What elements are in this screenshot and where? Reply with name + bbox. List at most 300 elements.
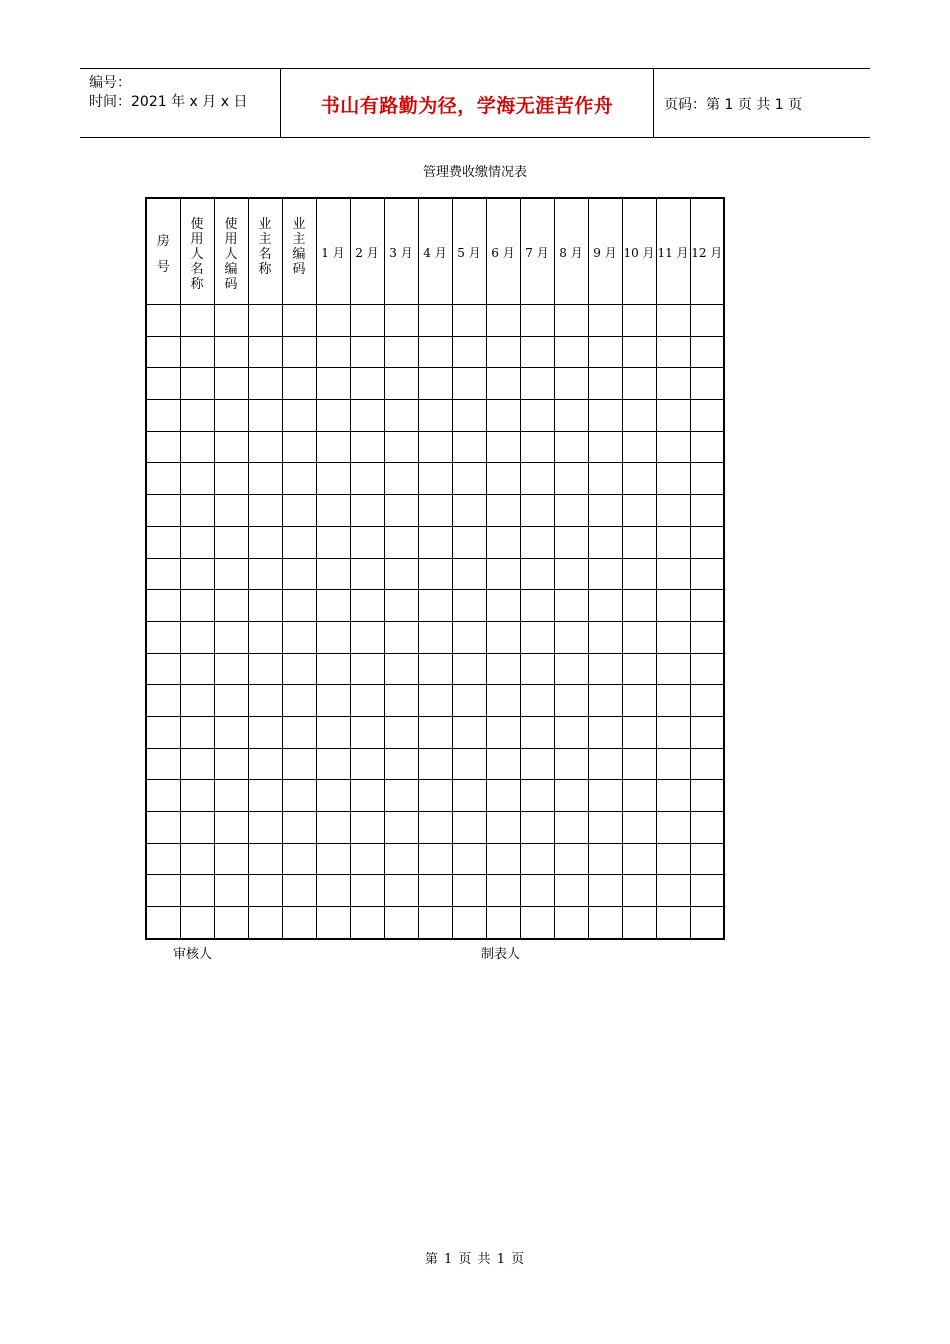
table-cell [588, 621, 622, 653]
table-cell [282, 526, 316, 558]
table-cell [180, 780, 214, 812]
table-cell [350, 685, 384, 717]
table-cell [350, 368, 384, 400]
reviewer-label: 审核人 [173, 947, 213, 962]
table-cell [622, 875, 656, 907]
table-cell [214, 653, 248, 685]
table-cell [316, 400, 350, 432]
table-cell [690, 495, 724, 527]
column-header-month-4: 4 月 [418, 198, 452, 305]
table-cell [622, 590, 656, 622]
table-cell [248, 748, 282, 780]
table-cell [316, 685, 350, 717]
table-cell [384, 653, 418, 685]
table-cell [248, 653, 282, 685]
table-cell [622, 748, 656, 780]
table-cell [384, 843, 418, 875]
table-cell [452, 558, 486, 590]
column-header-month-5: 5 月 [452, 198, 486, 305]
table-cell [656, 812, 690, 844]
table-cell [588, 463, 622, 495]
table-cell [180, 495, 214, 527]
column-header-month-7: 7 月 [520, 198, 554, 305]
table-cell [656, 305, 690, 337]
table-cell [146, 495, 180, 527]
table-row [146, 590, 724, 622]
table-cell [180, 368, 214, 400]
page-footer: 第 1 页 共 1 页 [424, 1252, 526, 1267]
table-cell [622, 685, 656, 717]
table-cell [554, 748, 588, 780]
table-cell [656, 590, 690, 622]
table-cell [486, 590, 520, 622]
table-cell [384, 495, 418, 527]
table-cell [180, 685, 214, 717]
table-cell [554, 336, 588, 368]
table-cell [520, 907, 554, 939]
table-cell [350, 875, 384, 907]
table-cell [520, 495, 554, 527]
table-cell [316, 305, 350, 337]
table-cell [418, 336, 452, 368]
table-cell [554, 463, 588, 495]
table-cell [622, 558, 656, 590]
table-cell [384, 875, 418, 907]
table-cell [656, 716, 690, 748]
table-cell [656, 653, 690, 685]
column-header-month-3: 3 月 [384, 198, 418, 305]
table-cell [452, 495, 486, 527]
table-cell [418, 590, 452, 622]
table-cell [214, 336, 248, 368]
table-cell [384, 463, 418, 495]
table-cell [418, 780, 452, 812]
page-code-label: 页码：第 1 页 共 1 页 [664, 97, 803, 113]
table-cell [384, 716, 418, 748]
table-cell [180, 463, 214, 495]
table-row [146, 558, 724, 590]
table-cell [146, 875, 180, 907]
table-cell [214, 843, 248, 875]
table-cell [350, 907, 384, 939]
table-cell [384, 780, 418, 812]
table-cell [486, 305, 520, 337]
table-cell [554, 685, 588, 717]
table-cell [418, 812, 452, 844]
table-cell [690, 368, 724, 400]
table-cell [282, 716, 316, 748]
table-cell [622, 526, 656, 558]
table-cell [384, 368, 418, 400]
table-cell [316, 431, 350, 463]
table-cell [554, 621, 588, 653]
table-cell [418, 907, 452, 939]
table-cell [146, 812, 180, 844]
table-cell [486, 336, 520, 368]
table-cell [146, 336, 180, 368]
table-cell [214, 400, 248, 432]
table-cell [384, 400, 418, 432]
table-cell [656, 780, 690, 812]
table-row [146, 780, 724, 812]
table-cell [690, 305, 724, 337]
table-cell [486, 621, 520, 653]
table-cell [214, 305, 248, 337]
table-cell [656, 336, 690, 368]
table-cell [350, 716, 384, 748]
table-cell [248, 621, 282, 653]
table-cell [690, 716, 724, 748]
table-cell [554, 526, 588, 558]
table-cell [690, 780, 724, 812]
table-cell [690, 875, 724, 907]
table-cell [554, 843, 588, 875]
table-cell [622, 907, 656, 939]
table-cell [146, 463, 180, 495]
table-cell [350, 558, 384, 590]
table-cell [452, 653, 486, 685]
table-cell [248, 463, 282, 495]
table-cell [656, 495, 690, 527]
table-row [146, 748, 724, 780]
table-cell [180, 621, 214, 653]
document-date-label: 时间：2021 年 x 月 x 日 [89, 94, 248, 110]
table-cell [452, 526, 486, 558]
table-cell [622, 780, 656, 812]
table-cell [656, 621, 690, 653]
table-cell [554, 305, 588, 337]
table-cell [520, 336, 554, 368]
table-cell [690, 463, 724, 495]
table-cell [588, 653, 622, 685]
table-cell [316, 368, 350, 400]
table-cell [214, 431, 248, 463]
table-cell [622, 495, 656, 527]
table-cell [146, 907, 180, 939]
header-meta-cell [80, 69, 281, 137]
table-cell [146, 685, 180, 717]
table-cell [588, 875, 622, 907]
table-cell [418, 526, 452, 558]
fee-collection-table [145, 197, 725, 940]
table-row [146, 368, 724, 400]
table-cell [486, 526, 520, 558]
table-cell [452, 400, 486, 432]
table-cell [146, 305, 180, 337]
table-cell [520, 812, 554, 844]
table-cell [486, 780, 520, 812]
table-cell [486, 907, 520, 939]
column-header-month-8: 8 月 [554, 198, 588, 305]
table-cell [656, 843, 690, 875]
table-cell [282, 812, 316, 844]
table-cell [282, 780, 316, 812]
table-cell [180, 907, 214, 939]
table-cell [554, 495, 588, 527]
table-cell [180, 875, 214, 907]
table-cell [418, 621, 452, 653]
table-cell [384, 336, 418, 368]
table-cell [384, 907, 418, 939]
table-cell [214, 558, 248, 590]
table-cell [520, 431, 554, 463]
table-row [146, 305, 724, 337]
table-cell [180, 748, 214, 780]
table-row [146, 495, 724, 527]
table-cell [418, 843, 452, 875]
table-cell [350, 748, 384, 780]
table-cell [588, 812, 622, 844]
table-cell [520, 748, 554, 780]
table-cell [656, 431, 690, 463]
table-cell [316, 716, 350, 748]
table-cell [214, 685, 248, 717]
table-cell [316, 812, 350, 844]
header-motto-cell [281, 69, 654, 137]
table-cell [316, 590, 350, 622]
table-cell [486, 368, 520, 400]
table-cell [248, 336, 282, 368]
table-header-row [146, 198, 724, 305]
table-cell [588, 907, 622, 939]
table-cell [554, 400, 588, 432]
table-cell [588, 400, 622, 432]
table-cell [452, 431, 486, 463]
table-cell [486, 812, 520, 844]
table-cell [622, 463, 656, 495]
table-cell [554, 875, 588, 907]
table-cell [452, 463, 486, 495]
table-cell [656, 558, 690, 590]
table-cell [452, 336, 486, 368]
table-row [146, 685, 724, 717]
table-cell [486, 716, 520, 748]
table-cell [690, 843, 724, 875]
table-cell [622, 305, 656, 337]
table-cell [180, 400, 214, 432]
table-cell [282, 400, 316, 432]
table-cell [520, 305, 554, 337]
table-cell [180, 653, 214, 685]
table-row [146, 336, 724, 368]
table-cell [486, 431, 520, 463]
table-cell [180, 590, 214, 622]
table-cell [452, 907, 486, 939]
column-header-room: 房号 [146, 198, 180, 305]
table-cell [282, 685, 316, 717]
table-cell [180, 431, 214, 463]
table-cell [180, 812, 214, 844]
table-cell [690, 685, 724, 717]
table-cell [350, 463, 384, 495]
table-cell [588, 305, 622, 337]
table-cell [690, 907, 724, 939]
table-cell [622, 653, 656, 685]
table-cell [588, 526, 622, 558]
table-cell [214, 368, 248, 400]
table-cell [214, 463, 248, 495]
table-cell [554, 653, 588, 685]
table-cell [418, 558, 452, 590]
table-cell [452, 368, 486, 400]
table-cell [384, 621, 418, 653]
table-cell [520, 400, 554, 432]
table-cell [282, 495, 316, 527]
table-cell [452, 780, 486, 812]
motto-text: 书山有路勤为径，学海无涯苦作舟 [320, 95, 614, 117]
table-row [146, 431, 724, 463]
table-cell [690, 590, 724, 622]
table-cell [282, 748, 316, 780]
table-cell [350, 336, 384, 368]
table-cell [282, 653, 316, 685]
table-cell [520, 875, 554, 907]
column-header-owner-name: 业主名称 [248, 198, 282, 305]
table-cell [248, 368, 282, 400]
table-cell [656, 526, 690, 558]
table-cell [656, 875, 690, 907]
table-cell [486, 685, 520, 717]
table-cell [214, 716, 248, 748]
table-cell [622, 368, 656, 400]
table-cell [588, 590, 622, 622]
table-cell [282, 907, 316, 939]
table-cell [418, 748, 452, 780]
table-cell [350, 812, 384, 844]
table-cell [622, 336, 656, 368]
table-cell [554, 431, 588, 463]
table-cell [248, 431, 282, 463]
table-cell [520, 368, 554, 400]
table-cell [520, 621, 554, 653]
table-cell [690, 336, 724, 368]
table-cell [282, 621, 316, 653]
table-cell [486, 653, 520, 685]
table-cell [248, 305, 282, 337]
table-cell [554, 590, 588, 622]
table-cell [316, 526, 350, 558]
table-cell [418, 305, 452, 337]
table-cell [350, 621, 384, 653]
column-header-month-12: 12 月 [690, 198, 724, 305]
table-cell [588, 685, 622, 717]
column-header-user-name: 使用人名称 [180, 198, 214, 305]
table-cell [656, 463, 690, 495]
table-cell [214, 495, 248, 527]
table-cell [248, 812, 282, 844]
table-cell [486, 875, 520, 907]
table-cell [282, 463, 316, 495]
table-cell [350, 780, 384, 812]
table-cell [418, 716, 452, 748]
table-cell [656, 685, 690, 717]
table-cell [520, 590, 554, 622]
table-cell [282, 558, 316, 590]
table-cell [656, 400, 690, 432]
table-row [146, 716, 724, 748]
table-cell [520, 685, 554, 717]
table-body [146, 305, 724, 939]
table-cell [248, 780, 282, 812]
table-cell [452, 716, 486, 748]
table-cell [146, 780, 180, 812]
table-row [146, 907, 724, 939]
table-cell [146, 400, 180, 432]
table-cell [486, 843, 520, 875]
table-cell [520, 526, 554, 558]
table-cell [554, 812, 588, 844]
column-header-owner-code: 业主编码 [282, 198, 316, 305]
table-cell [316, 621, 350, 653]
page-header [80, 68, 870, 138]
table-cell [520, 558, 554, 590]
table-cell [588, 748, 622, 780]
table-cell [146, 368, 180, 400]
table-cell [588, 431, 622, 463]
table-cell [486, 400, 520, 432]
table-cell [588, 716, 622, 748]
table-row [146, 812, 724, 844]
table-cell [418, 495, 452, 527]
table-cell [588, 558, 622, 590]
table-cell [588, 336, 622, 368]
table-cell [180, 558, 214, 590]
table-cell [214, 590, 248, 622]
table-cell [248, 685, 282, 717]
table-cell [384, 526, 418, 558]
table-cell [316, 336, 350, 368]
table-cell [282, 875, 316, 907]
column-header-month-2: 2 月 [350, 198, 384, 305]
table-cell [588, 495, 622, 527]
preparer-label: 制表人 [481, 947, 521, 962]
table-cell [350, 431, 384, 463]
table-cell [350, 305, 384, 337]
table-cell [384, 748, 418, 780]
table-cell [622, 716, 656, 748]
table-cell [282, 305, 316, 337]
column-header-month-11: 11 月 [656, 198, 690, 305]
table-cell [316, 463, 350, 495]
document-title: 管理费收缴情况表 [422, 165, 527, 180]
table-cell [452, 812, 486, 844]
table-cell [180, 336, 214, 368]
table-cell [350, 590, 384, 622]
table-cell [248, 400, 282, 432]
table-cell [486, 558, 520, 590]
table-cell [656, 907, 690, 939]
table-row [146, 875, 724, 907]
table-cell [690, 748, 724, 780]
table-cell [520, 843, 554, 875]
table-cell [316, 653, 350, 685]
table-cell [690, 653, 724, 685]
table-cell [520, 463, 554, 495]
table-cell [214, 748, 248, 780]
table-cell [418, 368, 452, 400]
table-cell [418, 875, 452, 907]
table-cell [384, 685, 418, 717]
table-cell [146, 431, 180, 463]
table-cell [588, 843, 622, 875]
table-cell [350, 400, 384, 432]
table-cell [384, 590, 418, 622]
table-cell [316, 875, 350, 907]
table-cell [180, 526, 214, 558]
table-cell [452, 305, 486, 337]
table-cell [214, 875, 248, 907]
table-row [146, 653, 724, 685]
